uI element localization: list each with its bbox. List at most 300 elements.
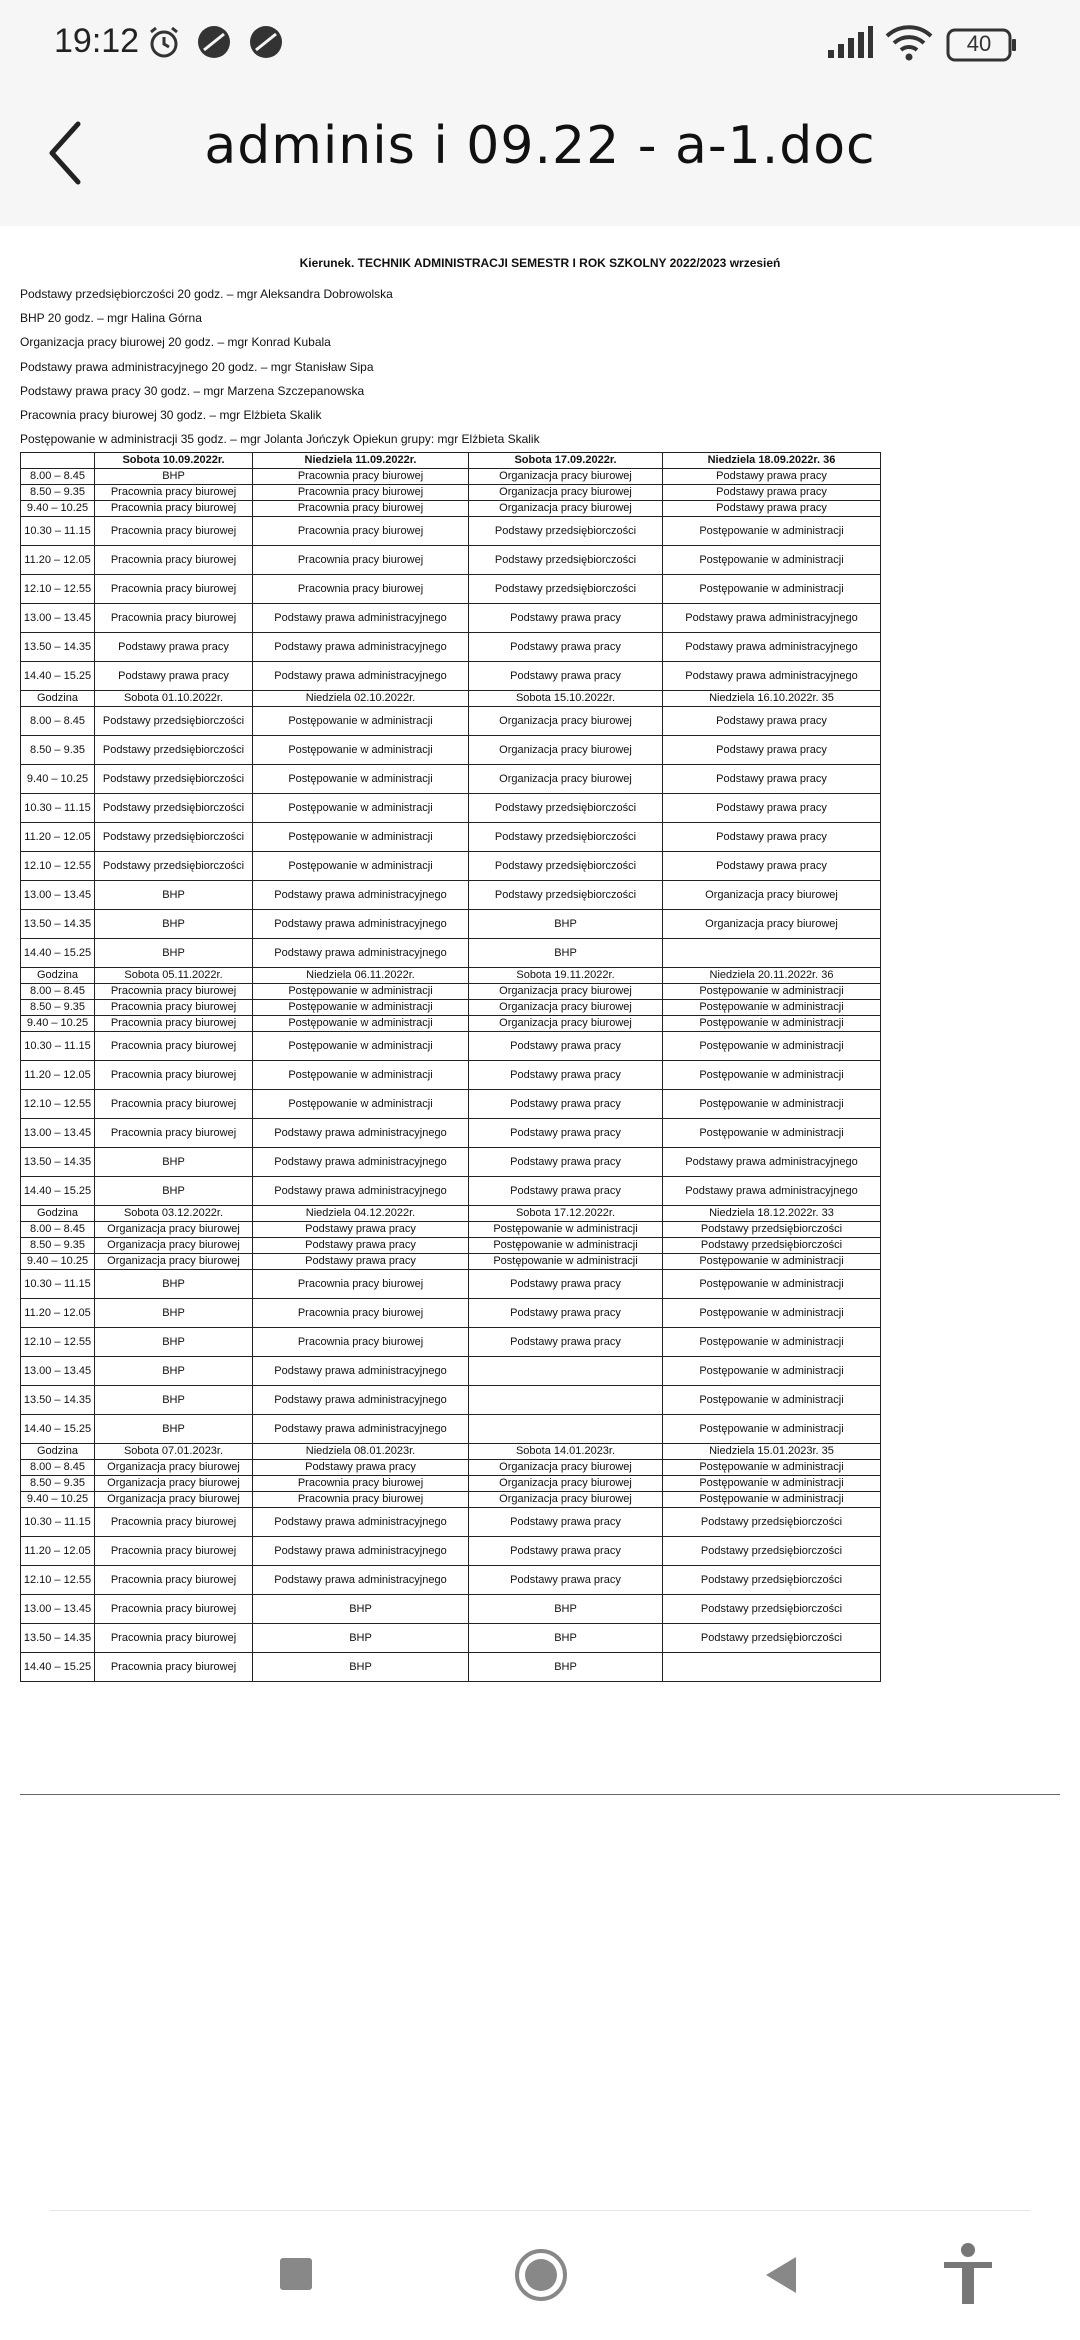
lesson-cell: Organizacja pracy biurowej [469,485,663,501]
lesson-cell: BHP [95,1270,253,1299]
lesson-cell: Podstawy prawa administracyjnego [663,662,881,691]
battery-level: 40 [966,31,992,56]
lesson-cell: Organizacja pracy biurowej [469,1476,663,1492]
time-cell: 13.00 – 13.45 [21,881,95,910]
time-cell: 13.00 – 13.45 [21,1595,95,1624]
home-button[interactable] [514,2248,568,2302]
lesson-cell: Podstawy prawa administracyjnego [253,939,469,968]
time-cell: 13.00 – 13.45 [21,1119,95,1148]
table-row [21,1357,881,1386]
lesson-cell: Postępowanie w administracji [663,1492,881,1508]
table-row [21,823,881,852]
lesson-cell: Podstawy prawa pracy [663,765,881,794]
lesson-cell: Podstawy prawa pracy [253,1254,469,1270]
lesson-cell: Podstawy przedsiębiorczości [663,1624,881,1653]
lesson-cell: Podstawy prawa pracy [663,707,881,736]
status-time: 19:12 [54,22,140,60]
time-cell: 9.40 – 10.25 [21,501,95,517]
lesson-cell [469,1357,663,1386]
lesson-cell: Postępowanie w administracji [663,546,881,575]
schedule-body [21,469,881,1682]
time-cell: 11.20 – 12.05 [21,1299,95,1328]
lesson-cell: BHP [253,1653,469,1682]
time-cell: 10.30 – 11.15 [21,794,95,823]
lesson-cell: Podstawy prawa pracy [469,1299,663,1328]
accessibility-button[interactable] [940,2242,996,2306]
lesson-cell: Podstawy prawa administracyjnego [253,1566,469,1595]
lesson-cell: Sobota 19.11.2022r. [469,968,663,984]
time-cell: 11.20 – 12.05 [21,1061,95,1090]
lesson-cell: Postępowanie w administracji [469,1222,663,1238]
table-row [21,1566,881,1595]
lesson-cell: Podstawy przedsiębiorczości [469,823,663,852]
lesson-cell: Podstawy przedsiębiorczości [469,546,663,575]
lesson-cell: Organizacja pracy biurowej [95,1254,253,1270]
time-cell: Godzina [21,1444,95,1460]
lesson-cell: BHP [95,1415,253,1444]
notification-icon [196,24,232,65]
lesson-cell: BHP [95,1148,253,1177]
lesson-cell: Pracownia pracy biurowej [253,546,469,575]
lesson-cell: Pracownia pracy biurowej [95,1119,253,1148]
lesson-cell [469,1386,663,1415]
lesson-cell: Pracownia pracy biurowej [253,469,469,485]
lesson-cell: Pracownia pracy biurowej [95,485,253,501]
lesson-cell: Sobota 17.12.2022r. [469,1206,663,1222]
time-cell: 13.50 – 14.35 [21,1624,95,1653]
lesson-cell: Organizacja pracy biurowej [663,881,881,910]
lesson-cell: BHP [469,1595,663,1624]
lesson-cell: Niedziela 06.11.2022r. [253,968,469,984]
lesson-cell: Postępowanie w administracji [253,984,469,1000]
table-row [21,1299,881,1328]
teacher-line: Podstawy przedsiębiorczości 20 godz. – mgr Aleksandra Dobrowolska [20,287,393,301]
time-cell: 13.50 – 14.35 [21,910,95,939]
lesson-cell: Sobota 01.10.2022r. [95,691,253,707]
lesson-cell: Podstawy przedsiębiorczości [663,1238,881,1254]
time-cell: 11.20 – 12.05 [21,1537,95,1566]
time-cell: 13.50 – 14.35 [21,1386,95,1415]
table-row [21,546,881,575]
lesson-cell: Podstawy prawa administracyjnego [253,1148,469,1177]
time-cell: 14.40 – 15.25 [21,1653,95,1682]
wifi-icon [884,24,934,67]
teacher-line: BHP 20 godz. – mgr Halina Górna [20,311,202,326]
lesson-cell: BHP [95,910,253,939]
lesson-cell: Organizacja pracy biurowej [469,765,663,794]
table-row [21,707,881,736]
lesson-cell: Pracownia pracy biurowej [95,546,253,575]
lesson-cell: Podstawy prawa pracy [469,1566,663,1595]
time-cell: 10.30 – 11.15 [21,1032,95,1061]
time-cell: 10.30 – 11.15 [21,517,95,546]
time-cell: 13.50 – 14.35 [21,633,95,662]
status-bar [0,0,1080,78]
lesson-cell: Organizacja pracy biurowej [469,736,663,765]
lesson-cell: Postępowanie w administracji [253,794,469,823]
teacher-line: Organizacja pracy biurowej 20 godz. – mgr Konrad Kubala [20,335,331,350]
lesson-cell [469,1415,663,1444]
back-triangle-icon [762,2254,800,2296]
lesson-cell: Podstawy prawa administracyjnego [253,633,469,662]
navigation-bar [0,2216,1080,2340]
lesson-cell: BHP [253,1595,469,1624]
table-row [21,1624,881,1653]
lesson-cell: Pracownia pracy biurowej [95,1653,253,1682]
lesson-cell: Podstawy prawa pracy [469,604,663,633]
table-row [21,794,881,823]
time-cell: 8.00 – 8.45 [21,469,95,485]
table-header-cell: Sobota 10.09.2022r. [95,453,253,469]
lesson-cell: Postępowanie w administracji [253,1061,469,1090]
lesson-cell: Podstawy przedsiębiorczości [95,823,253,852]
lesson-cell: Pracownia pracy biurowej [95,1508,253,1537]
nav-divider [50,2210,1030,2211]
table-row [21,1148,881,1177]
table-row [21,1492,881,1508]
time-cell: 13.00 – 13.45 [21,604,95,633]
lesson-cell: Postępowanie w administracji [253,707,469,736]
schedule-table [20,452,881,1682]
time-cell: Godzina [21,968,95,984]
lesson-cell: Pracownia pracy biurowej [95,1000,253,1016]
accessibility-icon [940,2242,996,2306]
time-cell: 12.10 – 12.55 [21,1090,95,1119]
lesson-cell: Organizacja pracy biurowej [95,1222,253,1238]
lesson-cell: Postępowanie w administracji [469,1254,663,1270]
lesson-cell: Postępowanie w administracji [663,517,881,546]
lesson-cell: Podstawy prawa administracyjnego [253,1415,469,1444]
lesson-cell: Postępowanie w administracji [253,1032,469,1061]
lesson-cell: BHP [95,1299,253,1328]
lesson-cell: Postępowanie w administracji [663,1254,881,1270]
lesson-cell: Postępowanie w administracji [663,1270,881,1299]
table-row [21,633,881,662]
recents-square-icon [278,2256,314,2292]
table-row [21,469,881,485]
lesson-cell: Postępowanie w administracji [663,1119,881,1148]
lesson-cell: Organizacja pracy biurowej [469,984,663,1000]
lesson-cell: Organizacja pracy biurowej [95,1476,253,1492]
table-header-cell: Niedziela 11.09.2022r. [253,453,469,469]
lesson-cell: Postępowanie w administracji [663,1476,881,1492]
lesson-cell: BHP [253,1624,469,1653]
time-cell: 8.50 – 9.35 [21,1000,95,1016]
table-row [21,1415,881,1444]
lesson-cell: Podstawy przedsiębiorczości [469,794,663,823]
table-row [21,1508,881,1537]
lesson-cell: Sobota 05.11.2022r. [95,968,253,984]
lesson-cell: BHP [95,1386,253,1415]
table-subheader-row [21,691,881,707]
table-row [21,1090,881,1119]
lesson-cell: Podstawy przedsiębiorczości [95,736,253,765]
lesson-cell: BHP [95,881,253,910]
lesson-cell: Podstawy prawa pracy [469,1328,663,1357]
lesson-cell: Podstawy prawa administracyjnego [253,1386,469,1415]
time-cell: 8.50 – 9.35 [21,485,95,501]
time-cell: 13.00 – 13.45 [21,1357,95,1386]
table-row [21,736,881,765]
time-cell: 12.10 – 12.55 [21,575,95,604]
back-arrow-icon [44,118,84,188]
lesson-cell: Podstawy prawa pracy [469,1119,663,1148]
lesson-cell: BHP [95,1357,253,1386]
time-cell: Godzina [21,691,95,707]
lesson-cell: Postępowanie w administracji [663,1357,881,1386]
lesson-cell: Podstawy prawa pracy [663,485,881,501]
lesson-cell: Postępowanie w administracji [253,765,469,794]
time-cell: 12.10 – 12.55 [21,852,95,881]
lesson-cell: Podstawy prawa pracy [469,1508,663,1537]
lesson-cell: Podstawy przedsiębiorczości [663,1537,881,1566]
lesson-cell: Podstawy prawa administracyjnego [253,1177,469,1206]
lesson-cell: Pracownia pracy biurowej [95,1537,253,1566]
lesson-cell: Podstawy prawa pracy [469,1032,663,1061]
lesson-cell: Niedziela 18.12.2022r. 33 [663,1206,881,1222]
time-cell: 11.20 – 12.05 [21,823,95,852]
lesson-cell: Podstawy prawa pracy [663,736,881,765]
lesson-cell: Organizacja pracy biurowej [95,1460,253,1476]
document-title: adminis i 09.22 - a-1.doc [204,116,876,176]
table-row [21,939,881,968]
table-row [21,881,881,910]
lesson-cell: Pracownia pracy biurowej [95,501,253,517]
lesson-cell: Podstawy prawa administracyjnego [253,1508,469,1537]
table-row [21,1222,881,1238]
lesson-cell: Podstawy prawa pracy [663,852,881,881]
lesson-cell: Podstawy prawa administracyjnego [253,910,469,939]
table-row [21,1328,881,1357]
lesson-cell: Organizacja pracy biurowej [469,1016,663,1032]
table-row [21,1460,881,1476]
teacher-list [20,282,1020,451]
table-subheader-row [21,1444,881,1460]
lesson-cell: Organizacja pracy biurowej [469,469,663,485]
lesson-cell: Postępowanie w administracji [663,1328,881,1357]
lesson-cell: Niedziela 08.01.2023r. [253,1444,469,1460]
lesson-cell: Pracownia pracy biurowej [95,1624,253,1653]
table-row [21,910,881,939]
document-heading: Kierunek. TECHNIK ADMINISTRACJI SEMESTR I ROK SZKOLNY 2022/2023 wrzesień [299,256,781,270]
time-cell: 14.40 – 15.25 [21,1177,95,1206]
lesson-cell: Postępowanie w administracji [663,575,881,604]
table-row [21,501,881,517]
lesson-cell: Podstawy przedsiębiorczości [469,881,663,910]
table-row [21,1032,881,1061]
table-row [21,1061,881,1090]
back-nav-button[interactable] [762,2254,800,2296]
lesson-cell: Pracownia pracy biurowej [253,1476,469,1492]
lesson-cell [663,1653,881,1682]
notification-icon [248,24,284,65]
table-row [21,984,881,1000]
document-view[interactable] [0,226,1080,2216]
lesson-cell: Podstawy przedsiębiorczości [663,1222,881,1238]
lesson-cell: Pracownia pracy biurowej [95,1061,253,1090]
time-cell: 14.40 – 15.25 [21,1415,95,1444]
lesson-cell: Podstawy prawa pracy [469,1090,663,1119]
lesson-cell: Pracownia pracy biurowej [253,575,469,604]
lesson-cell: Podstawy prawa pracy [253,1460,469,1476]
lesson-cell: BHP [95,469,253,485]
lesson-cell: Niedziela 04.12.2022r. [253,1206,469,1222]
table-row [21,1000,881,1016]
table-subheader-row [21,1206,881,1222]
lesson-cell: Podstawy prawa pracy [469,1177,663,1206]
lesson-cell: Pracownia pracy biurowej [95,1032,253,1061]
lesson-cell: Podstawy prawa administracyjnego [663,1177,881,1206]
table-header-cell: Niedziela 18.09.2022r. 36 [663,453,881,469]
lesson-cell: BHP [95,939,253,968]
back-button[interactable] [44,118,84,188]
signal-icon [826,24,874,65]
lesson-cell: Pracownia pracy biurowej [253,517,469,546]
lesson-cell: Pracownia pracy biurowej [253,1328,469,1357]
lesson-cell: Organizacja pracy biurowej [469,1460,663,1476]
lesson-cell: Sobota 15.10.2022r. [469,691,663,707]
time-cell: 8.00 – 8.45 [21,707,95,736]
lesson-cell: Postępowanie w administracji [663,1299,881,1328]
table-row [21,1595,881,1624]
table-row [21,662,881,691]
time-cell: 8.50 – 9.35 [21,1238,95,1254]
time-cell: 14.40 – 15.25 [21,662,95,691]
table-row [21,1254,881,1270]
lesson-cell: Podstawy prawa administracyjnego [663,633,881,662]
lesson-cell: Podstawy przedsiębiorczości [469,575,663,604]
table-header-row [21,453,881,469]
lesson-cell: Podstawy prawa administracyjnego [253,881,469,910]
lesson-cell: Podstawy prawa pracy [663,501,881,517]
lesson-cell: Niedziela 16.10.2022r. 35 [663,691,881,707]
lesson-cell: Podstawy prawa pracy [253,1222,469,1238]
lesson-cell: Podstawy prawa administracyjnego [663,604,881,633]
lesson-cell: Postępowanie w administracji [253,852,469,881]
lesson-cell: Postępowanie w administracji [663,1000,881,1016]
lesson-cell: Postępowanie w administracji [663,984,881,1000]
lesson-cell: Postępowanie w administracji [663,1460,881,1476]
lesson-cell: BHP [469,910,663,939]
lesson-cell: Niedziela 20.11.2022r. 36 [663,968,881,984]
table-row [21,517,881,546]
lesson-cell: Podstawy przedsiębiorczości [95,794,253,823]
table-row [21,852,881,881]
lesson-cell: Pracownia pracy biurowej [95,1090,253,1119]
lesson-cell: Organizacja pracy biurowej [469,1492,663,1508]
time-cell: 9.40 – 10.25 [21,1016,95,1032]
table-row [21,575,881,604]
lesson-cell: Postępowanie w administracji [663,1032,881,1061]
time-cell: 8.00 – 8.45 [21,1222,95,1238]
lesson-cell: Podstawy przedsiębiorczości [95,765,253,794]
lesson-cell: Pracownia pracy biurowej [95,984,253,1000]
lesson-cell: Pracownia pracy biurowej [253,501,469,517]
time-cell: 8.50 – 9.35 [21,1476,95,1492]
time-cell: 10.30 – 11.15 [21,1508,95,1537]
lesson-cell: Podstawy prawa pracy [469,1061,663,1090]
lesson-cell: Podstawy przedsiębiorczości [469,852,663,881]
app-header [0,78,1080,226]
table-row [21,1016,881,1032]
lesson-cell: Sobota 03.12.2022r. [95,1206,253,1222]
lesson-cell: Podstawy prawa administracyjnego [663,1148,881,1177]
lesson-cell: Podstawy prawa administracyjnego [253,1357,469,1386]
table-row [21,1177,881,1206]
time-cell: 13.50 – 14.35 [21,1148,95,1177]
lesson-cell: Pracownia pracy biurowej [95,575,253,604]
teacher-line: Postępowanie w administracji 35 godz. – mgr Jolanta Jończyk Opiekun grupy: mgr Elżbieta Skalik [20,432,540,447]
time-cell: 11.20 – 12.05 [21,546,95,575]
lesson-cell: Postępowanie w administracji [253,736,469,765]
battery-icon [946,28,1018,67]
lesson-cell: Pracownia pracy biurowej [253,1270,469,1299]
lesson-cell: Podstawy przedsiębiorczości [95,707,253,736]
table-row [21,1386,881,1415]
table-row [21,485,881,501]
lesson-cell: BHP [469,939,663,968]
lesson-cell: Podstawy przedsiębiorczości [663,1595,881,1624]
lesson-cell: Pracownia pracy biurowej [95,1566,253,1595]
lesson-cell: Organizacja pracy biurowej [663,910,881,939]
lesson-cell: Organizacja pracy biurowej [469,707,663,736]
time-cell: 8.00 – 8.45 [21,984,95,1000]
lesson-cell: Sobota 07.01.2023r. [95,1444,253,1460]
lesson-cell: Pracownia pracy biurowej [253,1492,469,1508]
lesson-cell: Organizacja pracy biurowej [95,1238,253,1254]
lesson-cell: Podstawy prawa pracy [95,633,253,662]
lesson-cell: Pracownia pracy biurowej [253,1299,469,1328]
teacher-line: Podstawy prawa administracyjnego 20 godz. – mgr Stanisław Sipa [20,359,374,374]
lesson-cell: Pracownia pracy biurowej [95,1016,253,1032]
lesson-cell: Postępowanie w administracji [663,1415,881,1444]
lesson-cell: Podstawy prawa pracy [663,794,881,823]
lesson-cell: Podstawy prawa administracyjnego [253,1537,469,1566]
time-cell: 12.10 – 12.55 [21,1328,95,1357]
lesson-cell: Organizacja pracy biurowej [469,501,663,517]
lesson-cell: Postępowanie w administracji [253,1090,469,1119]
lesson-cell: Podstawy przedsiębiorczości [663,1508,881,1537]
lesson-cell: Podstawy prawa pracy [253,1238,469,1254]
table-header-cell: Sobota 17.09.2022r. [469,453,663,469]
time-cell: 10.30 – 11.15 [21,1270,95,1299]
lesson-cell: BHP [469,1653,663,1682]
lesson-cell: BHP [95,1328,253,1357]
time-cell: 9.40 – 10.25 [21,765,95,794]
document-end-divider [20,1794,1060,1795]
lesson-cell: Pracownia pracy biurowej [253,485,469,501]
lesson-cell: Podstawy prawa pracy [469,1270,663,1299]
table-row [21,765,881,794]
time-cell: 9.40 – 10.25 [21,1254,95,1270]
lesson-cell: Pracownia pracy biurowej [95,1595,253,1624]
lesson-cell: Niedziela 15.01.2023r. 35 [663,1444,881,1460]
lesson-cell: Postępowanie w administracji [663,1016,881,1032]
table-row [21,1238,881,1254]
lesson-cell: Postępowanie w administracji [253,823,469,852]
lesson-cell: Niedziela 02.10.2022r. [253,691,469,707]
lesson-cell: Sobota 14.01.2023r. [469,1444,663,1460]
lesson-cell: Postępowanie w administracji [663,1061,881,1090]
lesson-cell: Postępowanie w administracji [663,1386,881,1415]
lesson-cell: Organizacja pracy biurowej [469,1000,663,1016]
recents-button[interactable] [278,2256,314,2292]
table-row [21,1119,881,1148]
table-row [21,1653,881,1682]
lesson-cell: Podstawy prawa administracyjnego [253,662,469,691]
lesson-cell: Postępowanie w administracji [663,1090,881,1119]
lesson-cell: Podstawy przedsiębiorczości [95,852,253,881]
